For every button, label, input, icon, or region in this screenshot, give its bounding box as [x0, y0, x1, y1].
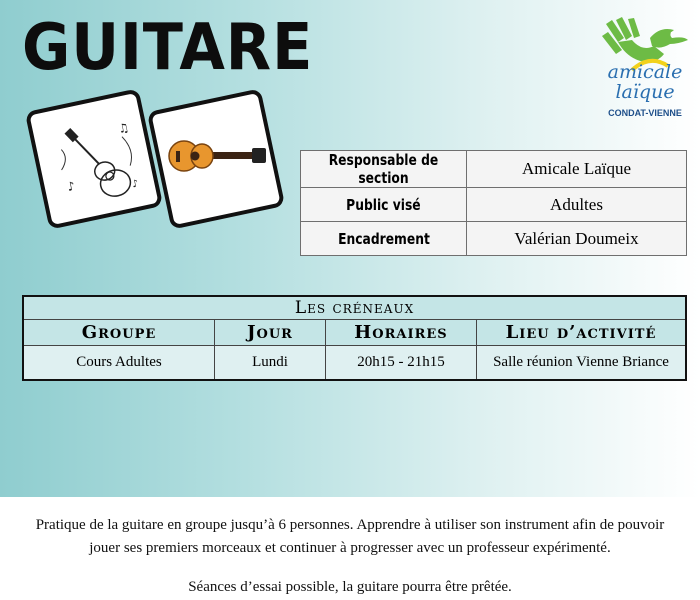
info-label: Encadrement: [301, 222, 467, 256]
acoustic-guitar-icon: [152, 93, 281, 225]
schedule-caption: Les créneaux: [23, 296, 686, 320]
schedule-table: [22, 295, 687, 381]
logo-text-condat: CONDAT-VIENNE: [608, 108, 682, 118]
svg-text:♪: ♪: [65, 178, 77, 195]
svg-text:♪: ♪: [131, 178, 140, 191]
guitar-sketch-card: [25, 88, 163, 229]
column-header-jour: Jour: [215, 320, 326, 346]
info-label: Responsable de section: [301, 151, 467, 188]
table-row: [23, 346, 686, 381]
page-title: GUITARE: [22, 11, 314, 85]
info-row: [301, 151, 687, 188]
info-value: Adultes: [467, 188, 687, 222]
info-row: [301, 222, 687, 256]
club-logo: [598, 16, 692, 136]
column-header-horaires: Horaires: [326, 320, 477, 346]
info-value: Valérian Doumeix: [467, 222, 687, 256]
acoustic-guitar-card: [147, 88, 285, 229]
column-header-groupe: Groupe: [23, 320, 215, 346]
info-row: [301, 188, 687, 222]
guitar-sketch-icon: [30, 93, 159, 225]
column-header-lieu: Lieu d’activité: [477, 320, 687, 346]
section-info-table: [300, 150, 687, 256]
info-value: Amicale Laïque: [467, 151, 687, 188]
cell-jour: Lundi: [215, 346, 326, 381]
cell-lieu: Salle réunion Vienne Briance: [477, 346, 687, 381]
cell-groupe: Cours Adultes: [23, 346, 215, 381]
cell-horaires: 20h15 - 21h15: [326, 346, 477, 381]
info-label: Public visé: [301, 188, 467, 222]
trial-note: Séances d’essai possible, la guitare pourra être prêtée.: [188, 579, 512, 595]
description-text: Pratique de la guitare en groupe jusqu’à 6 personnes. Apprendre à utiliser son instrument afin de pouvoir jouer ses premiers morceaux et continuer à progresser avec un professeur expérimenté.: [35, 517, 665, 556]
logo-text-amicale: amicale: [607, 61, 683, 83]
svg-text:♫: ♫: [116, 120, 131, 137]
schedule-header-row: [23, 320, 686, 346]
logo-text-laique: laïque: [615, 81, 675, 103]
